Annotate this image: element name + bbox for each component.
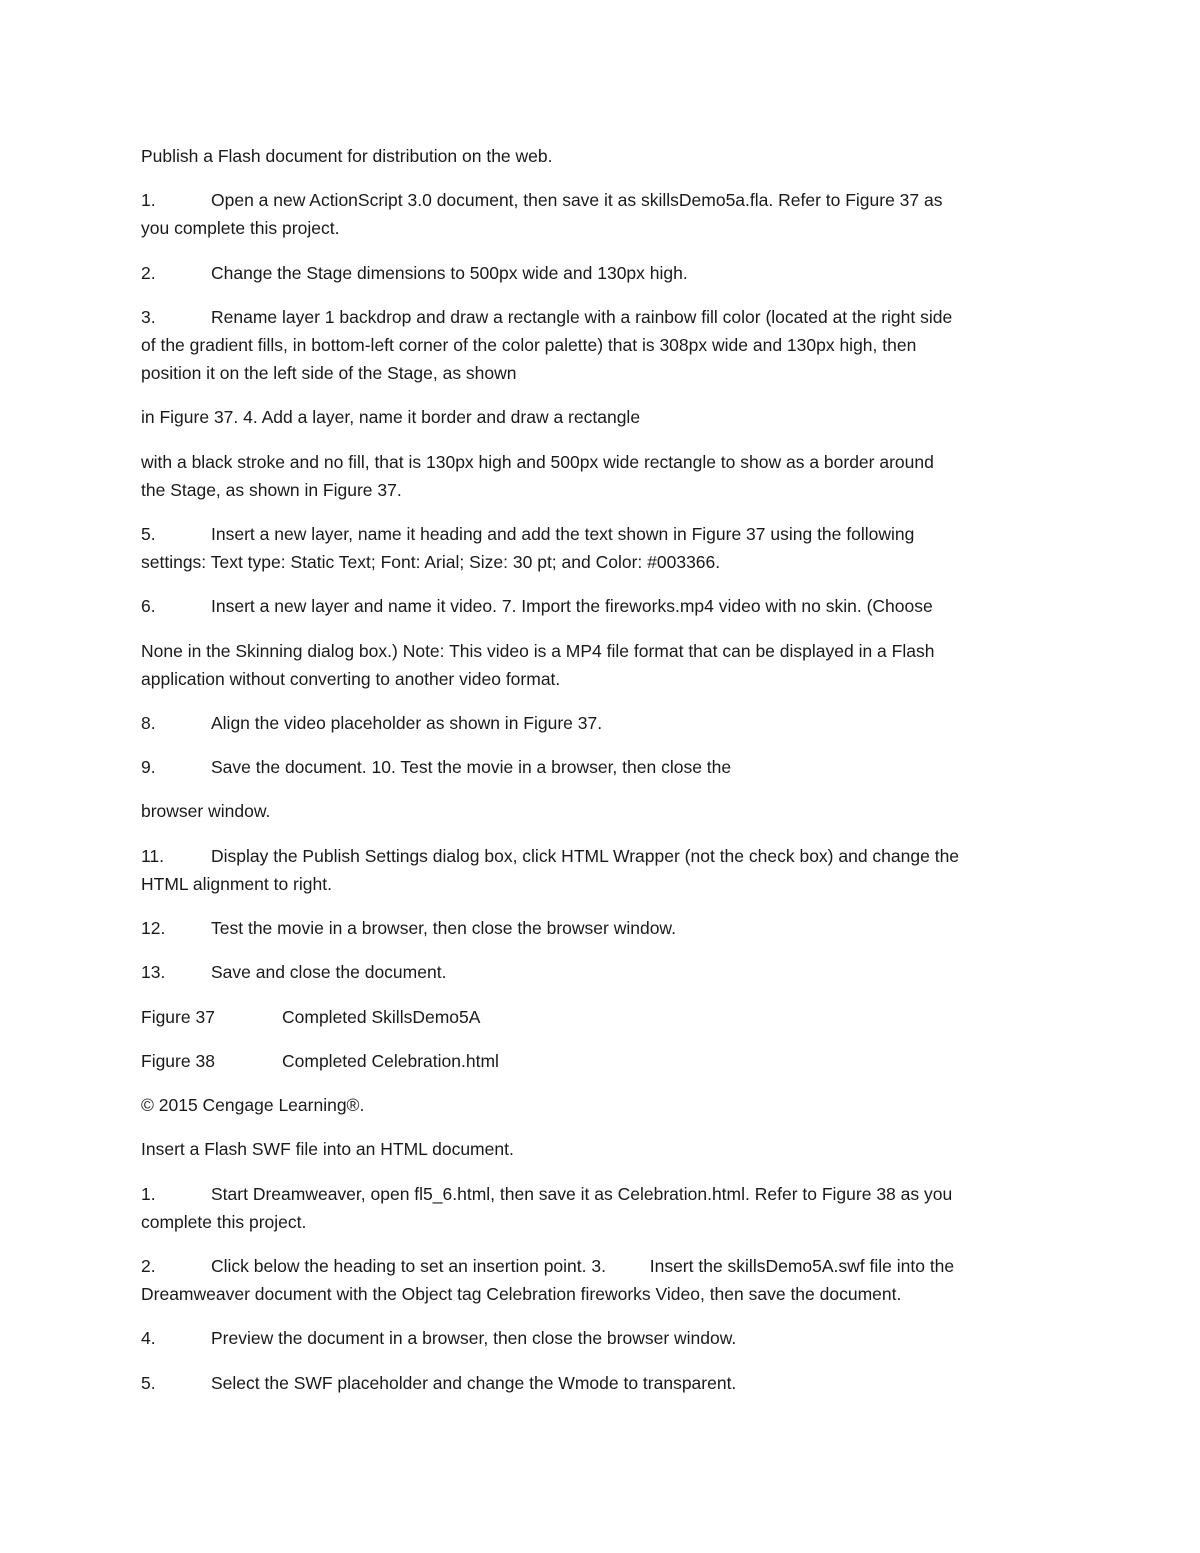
s2-step-5 <box>141 1369 1071 1397</box>
step-5 <box>141 520 1071 548</box>
step-number: 3. <box>141 307 156 327</box>
step-number: 2. <box>141 1256 156 1276</box>
step-text: Open a new ActionScript 3.0 document, then save it as skillsDemo5a.fla. Refer to Figure 37 as <box>211 190 943 210</box>
step-7-cont: None in the Skinning dialog box.) Note: This video is a MP4 file format that can be displayed in a Flash <box>141 641 935 661</box>
step-2 <box>141 259 1071 287</box>
step-4-cont: with a black stroke and no fill, that is 130px high and 500px wide rectangle to show as a border around <box>141 452 934 472</box>
step-text: Rename layer 1 backdrop and draw a rectangle with a rainbow fill color (located at the right side <box>211 307 953 327</box>
s2-step-2-cont: Dreamweaver document with the Object tag Celebration fireworks Video, then save the document. <box>141 1284 902 1304</box>
step-13 <box>141 958 1071 986</box>
step-text: Test the movie in a browser, then close the browser window. <box>211 918 676 938</box>
step-6 <box>141 592 1071 620</box>
step-11-cont: HTML alignment to right. <box>141 874 332 894</box>
copyright-text: © 2015 Cengage Learning®. <box>141 1095 365 1115</box>
step-number: 2. <box>141 263 156 283</box>
step-text: Select the SWF placeholder and change the Wmode to transparent. <box>211 1373 737 1393</box>
step-11 <box>141 842 1071 870</box>
step-3 <box>141 303 1071 331</box>
step-8 <box>141 709 1071 737</box>
step-12 <box>141 914 1071 942</box>
figure-label: Figure 38 <box>141 1051 215 1071</box>
step-4-cont: the Stage, as shown in Figure 37. <box>141 480 402 500</box>
step-text: Click below the heading to set an insertion point. 3. Insert the skillsDemo5A.swf file into the <box>211 1256 955 1276</box>
step-number: 5. <box>141 524 156 544</box>
step-number: 1. <box>141 190 156 210</box>
s2-step-1-cont: complete this project. <box>141 1212 307 1232</box>
figure-caption: Completed Celebration.html <box>282 1051 499 1071</box>
figure-37-caption <box>141 1003 1071 1031</box>
step-3-cont: of the gradient fills, in bottom-left corner of the color palette) that is 308px wide and 130px high, then <box>141 335 917 355</box>
step-text: Insert a new layer and name it video. 7. Import the fireworks.mp4 video with no skin. (Choose <box>211 596 933 616</box>
figure-label: Figure 37 <box>141 1007 215 1027</box>
figure-38-caption <box>141 1047 1071 1075</box>
step-number: 11. <box>141 846 165 866</box>
s2-step-1 <box>141 1180 1071 1208</box>
step-number: 12. <box>141 918 166 938</box>
step-1-cont: you complete this project. <box>141 218 340 238</box>
step-9 <box>141 753 1071 781</box>
figure-caption: Completed SkillsDemo5A <box>282 1007 481 1027</box>
step-number: 4. <box>141 1328 156 1348</box>
step-text: Display the Publish Settings dialog box, click HTML Wrapper (not the check box) and change the <box>211 846 960 866</box>
step-text: Save the document. 10. Test the movie in a browser, then close the <box>211 757 732 777</box>
step-number: 1. <box>141 1184 156 1204</box>
section-2-intro: Insert a Flash SWF file into an HTML document. <box>141 1139 514 1159</box>
step-text: Start Dreamweaver, open fl5_6.html, then save it as Celebration.html. Refer to Figure 38 as you <box>211 1184 953 1204</box>
intro-text: Publish a Flash document for distribution on the web. <box>141 146 553 166</box>
step-10-cont: browser window. <box>141 801 271 821</box>
step-4: in Figure 37. 4. Add a layer, name it border and draw a rectangle <box>141 407 641 427</box>
step-number: 8. <box>141 713 156 733</box>
s2-step-4 <box>141 1324 1071 1352</box>
step-text: Align the video placeholder as shown in Figure 37. <box>211 713 603 733</box>
step-7-cont: application without converting to another video format. <box>141 669 561 689</box>
step-number: 9. <box>141 757 156 777</box>
step-number: 6. <box>141 596 156 616</box>
s2-step-2 <box>141 1252 1071 1280</box>
step-1 <box>141 186 1071 214</box>
step-text: Change the Stage dimensions to 500px wide and 130px high. <box>211 263 688 283</box>
step-text: Save and close the document. <box>211 962 447 982</box>
step-text: Preview the document in a browser, then close the browser window. <box>211 1328 737 1348</box>
step-number: 5. <box>141 1373 156 1393</box>
step-number: 13. <box>141 962 166 982</box>
step-5-cont: settings: Text type: Static Text; Font: Arial; Size: 30 pt; and Color: #003366. <box>141 552 721 572</box>
step-text: Insert a new layer, name it heading and add the text shown in Figure 37 using the following <box>211 524 915 544</box>
step-3-cont: position it on the left side of the Stage, as shown <box>141 363 517 383</box>
